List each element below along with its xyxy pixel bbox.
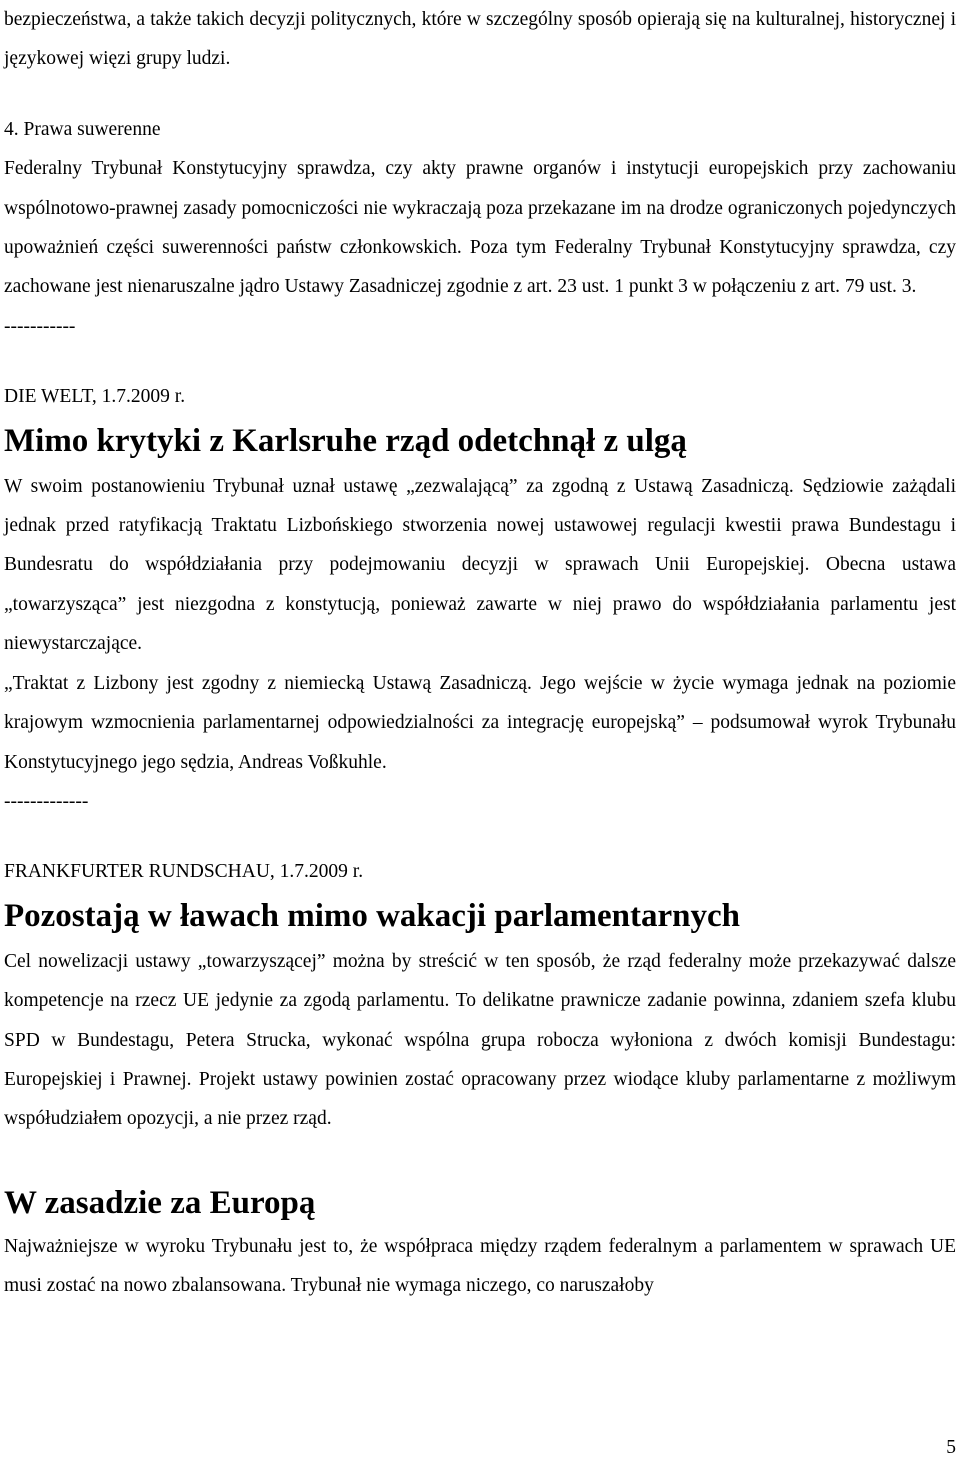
page-number: 5 [946, 1437, 956, 1458]
article-source: DIE WELT, 1.7.2009 r. [4, 386, 186, 408]
intro-paragraph: bezpieczeństwa, a także takich decyzji politycznych, które w szczególny sposób opierają się na kulturalnej, historycznej i językowej więzi grupy ludzi. [4, 9, 956, 70]
article-subheading: W zasadzie za Europą [4, 1184, 316, 1221]
article-paragraph: Cel nowelizacji ustawy „towarzyszącej” można by streścić w ten sposób, że rząd federalny może przekazywać dalsze kompetencje na rzecz UE jedynie za zgodą parlamentu. To delikatne prawnicze zadanie powinna, zdaniem szefa klubu SPD w Bundestagu, Petera Strucka, wykonać wspólna grupa robocza wyłoniona z dwóch komisji Bundestagu: Europejskiej i Prawnej. Projekt ustawy powinien zostać opracowany przez wiodące kluby parlamentarne z możliwym współudziałem opozycji, a nie przez rząd. [4, 950, 956, 1130]
separator-line: ----------- [4, 315, 76, 337]
section-heading: 4. Prawa suwerenne [4, 118, 161, 140]
article-paragraph: Najważniejsze w wyroku Trybunału jest to, że współpraca między rządem federalnym a parlamentem w sprawach UE musi zostać na nowo zbalansowana. Trybunał nie wymaga niczego, co naruszałoby [4, 1235, 956, 1297]
article-paragraph: „Traktat z Lizbony jest zgodny z niemiecką Ustawą Zasadniczą. Jego wejście w życie wymaga jednak na poziomie krajowym wzmocnienia parlamentarnej odpowiedzialności za integrację europejską” – podsumował wyrok Trybunału Konstytucyjnego jego sędzia, Andreas Voßkuhle. [4, 672, 956, 773]
article-headline: Mimo krytyki z Karlsruhe rząd odetchnął z ulgą [4, 422, 687, 459]
section-paragraph: Federalny Trybunał Konstytucyjny sprawdza, czy akty prawne organów i instytucji europejskich przy zachowaniu wspólnotowo-prawnej zasady pomocniczości nie wykraczają poza przekazane im na drodze ograniczonych pojedynczych upoważnień części suwerenności państw członkowskich. Poza tym Federalny Trybunał Konstytucyjny sprawdza, czy zachowane jest nienaruszalne jądro Ustawy Zasadniczej zgodnie z art. 23 ust. 1 punkt 3 w połączeniu z art. 79 ust. 3. [4, 158, 956, 298]
article-source: FRANKFURTER RUNDSCHAU, 1.7.2009 r. [4, 861, 364, 883]
article-headline: Pozostają w ławach mimo wakacji parlamentarnych [4, 897, 740, 934]
article-paragraph: W swoim postanowieniu Trybunał uznał ustawę „zezwalającą” za zgodną z Ustawą Zasadniczą. Sędziowie zażądali jednak przed ratyfikacją Traktatu Lizbońskiego stworzenia nowej ustawowej regulacji kwestii prawa Bundestagu i Bundesratu do współdziałania przy podejmowaniu decyzji w sprawach Unii Europejskiej. Obecna ustawa „towarzysząca” jest niezgodna z konstytucją, ponieważ zawarte w niej prawo do współdziałania parlamentu jest niewystarczające. [4, 475, 956, 655]
document-page [4, 0, 956, 1306]
separator-line: ------------- [4, 790, 89, 812]
